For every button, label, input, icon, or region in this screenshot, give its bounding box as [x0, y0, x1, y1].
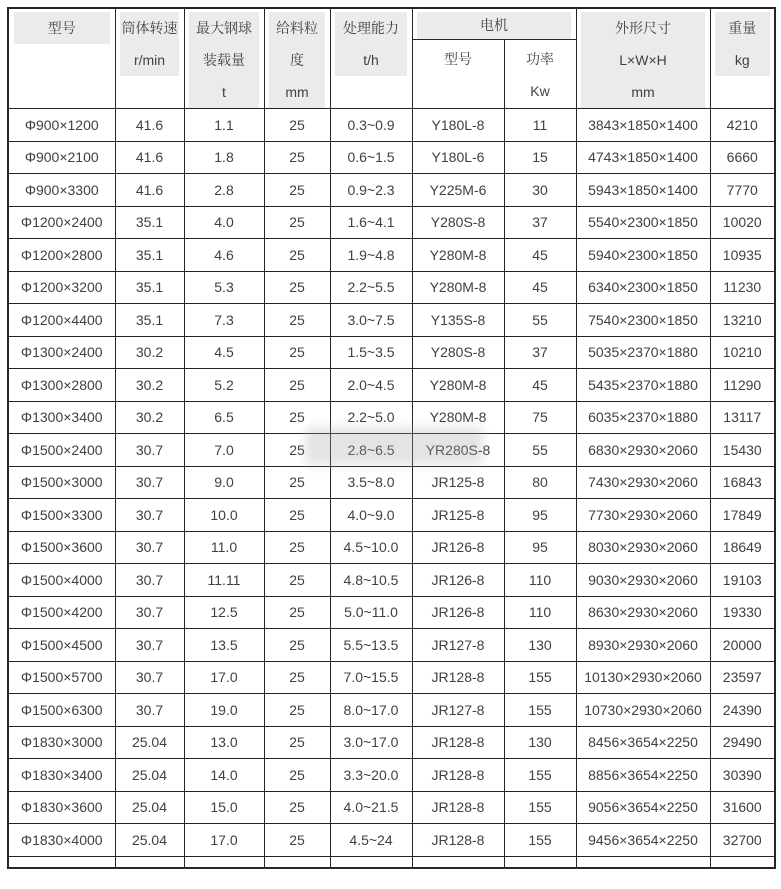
header-highlight — [335, 12, 407, 76]
table-row — [8, 759, 775, 792]
cell-dimensions: 3843×1850×1400 — [576, 109, 710, 142]
cell-dimensions: 10730×2930×2060 — [576, 694, 710, 727]
cell-weight: 18649 — [710, 531, 775, 564]
header-model-label: 型号 — [47, 20, 76, 36]
cell-ball-load: 17.0 — [184, 824, 264, 857]
header-speed-label: 筒体转速 — [121, 20, 178, 36]
table-body — [8, 109, 775, 869]
cell-capacity: 1.6~4.1 — [330, 206, 412, 239]
cell-capacity: 3.0~17.0 — [330, 726, 412, 759]
cell-motor-power: 15 — [504, 141, 576, 174]
cell-speed: 30.7 — [115, 499, 184, 532]
cell-model: Φ1500×3600 — [8, 531, 115, 564]
cell-dimensions: 8456×3654×2250 — [576, 726, 710, 759]
cell-model: Φ900×1200 — [8, 109, 115, 142]
cell-ball-load: 15.0 — [184, 791, 264, 824]
header-feed-size-label-2: 度 — [290, 52, 304, 68]
cell-motor-model: Y180L-8 — [412, 109, 504, 142]
cell-speed: 30.7 — [115, 661, 184, 694]
cell-speed: 30.2 — [115, 401, 184, 434]
header-ball-load-unit: t — [222, 84, 226, 100]
cell-weight: 13117 — [710, 401, 775, 434]
table-row — [8, 824, 775, 857]
cell-model: Φ1830×3600 — [8, 791, 115, 824]
cell-motor-model: JR125-8 — [412, 466, 504, 499]
cell-capacity: 1.9~4.8 — [330, 239, 412, 272]
cell-feed-size: 25 — [264, 791, 330, 824]
header-highlight — [715, 12, 770, 76]
cell-motor-power: 11 — [504, 109, 576, 142]
header-motor-power — [504, 40, 576, 109]
cell-motor-model: JR128-8 — [412, 759, 504, 792]
cell-capacity: 4.5~10.0 — [330, 531, 412, 564]
cell-motor-power: 155 — [504, 661, 576, 694]
cell-weight: 4210 — [710, 109, 775, 142]
cell-feed-size: 25 — [264, 466, 330, 499]
cell-speed: 35.1 — [115, 271, 184, 304]
cell-speed: 35.1 — [115, 206, 184, 239]
header-ball-load-label-2: 装载量 — [203, 52, 245, 68]
cell-feed-size: 25 — [264, 596, 330, 629]
cell-dimensions: 10130×2930×2060 — [576, 661, 710, 694]
cell-speed: 41.6 — [115, 174, 184, 207]
cell-motor-model: Y225M-6 — [412, 174, 504, 207]
cell-feed-size: 25 — [264, 726, 330, 759]
cell-capacity: 3.5~8.0 — [330, 466, 412, 499]
cell-ball-load: 5.2 — [184, 369, 264, 402]
cell-capacity: 5.0~11.0 — [330, 596, 412, 629]
cell-motor-power: 95 — [504, 531, 576, 564]
table-row — [8, 336, 775, 369]
cell-capacity: 7.0~15.5 — [330, 661, 412, 694]
cell-model: Φ1830×3400 — [8, 759, 115, 792]
cell-speed: 25.04 — [115, 824, 184, 857]
cell-model: Φ1830×4000 — [8, 824, 115, 857]
cell-capacity: 4.0~21.5 — [330, 791, 412, 824]
cell-model: Φ1500×3000 — [8, 466, 115, 499]
cell-capacity: 0.6~1.5 — [330, 141, 412, 174]
table-row — [8, 174, 775, 207]
header-motor-power-label: 功率 — [526, 51, 554, 68]
cell-motor-model: JR127-8 — [412, 694, 504, 727]
cell-ball-load: 11.0 — [184, 531, 264, 564]
cell-motor-model: JR128-8 — [412, 791, 504, 824]
cell-speed: 25.04 — [115, 726, 184, 759]
cell-ball-load: 1.1 — [184, 109, 264, 142]
cell-feed-size: 25 — [264, 564, 330, 597]
cell-motor-power: 45 — [504, 239, 576, 272]
cell-dimensions: 6035×2370×1880 — [576, 401, 710, 434]
cell-motor-model: Y135S-8 — [412, 304, 504, 337]
header-weight-unit: kg — [734, 52, 750, 68]
header-motor-power-unit: Kw — [530, 83, 550, 100]
cell-motor-model: Y280M-8 — [412, 271, 504, 304]
table-row — [8, 466, 775, 499]
header-speed — [115, 8, 184, 109]
header-feed-size-unit: mm — [285, 84, 309, 100]
cell-dimensions: 8930×2930×2060 — [576, 629, 710, 662]
cell-ball-load: 4.5 — [184, 336, 264, 369]
cell-motor-model: Y280S-8 — [412, 336, 504, 369]
cell-speed: 30.7 — [115, 629, 184, 662]
cell-motor-power: 155 — [504, 824, 576, 857]
cell-motor-power: 45 — [504, 369, 576, 402]
cell-capacity: 0.3~0.9 — [330, 109, 412, 142]
cell-speed: 30.2 — [115, 369, 184, 402]
cell-weight: 20000 — [710, 629, 775, 662]
table-row — [8, 304, 775, 337]
cell-motor-power: 30 — [504, 174, 576, 207]
cell-feed-size: 25 — [264, 694, 330, 727]
cell-capacity: 0.9~2.3 — [330, 174, 412, 207]
header-highlight — [14, 12, 111, 44]
header-dimensions-format: L×W×H — [619, 52, 667, 68]
cell-motor-model: Y180L-6 — [412, 141, 504, 174]
cell-dimensions: 5435×2370×1880 — [576, 369, 710, 402]
table-row — [8, 239, 775, 272]
cell-weight: 19330 — [710, 596, 775, 629]
cell-feed-size: 25 — [264, 336, 330, 369]
cell-dimensions: 7730×2930×2060 — [576, 499, 710, 532]
cell-ball-load: 9.0 — [184, 466, 264, 499]
header-model — [8, 8, 115, 109]
cell-motor-power: 110 — [504, 596, 576, 629]
cell-motor-model: JR126-8 — [412, 531, 504, 564]
table-row — [8, 726, 775, 759]
cell-capacity: 2.2~5.0 — [330, 401, 412, 434]
cell-speed: 25.04 — [115, 791, 184, 824]
cell-capacity: 5.5~13.5 — [330, 629, 412, 662]
cell-ball-load: 4.6 — [184, 239, 264, 272]
cell-ball-load: 4.0 — [184, 206, 264, 239]
header-motor-group-label: 电机 — [480, 17, 508, 33]
cell-weight: 11290 — [710, 369, 775, 402]
cell-weight: 7770 — [710, 174, 775, 207]
table-row — [8, 109, 775, 142]
cell-speed: 30.7 — [115, 694, 184, 727]
header-ball-load-label-1: 最大钢球 — [196, 20, 252, 36]
cell-motor-model: Y280M-8 — [412, 369, 504, 402]
cell-model: Φ1200×2400 — [8, 206, 115, 239]
header-feed-size-label-1: 给料粒 — [276, 20, 318, 36]
cell-feed-size: 25 — [264, 629, 330, 662]
partial-row-cutoff — [8, 856, 775, 868]
cell-motor-model: JR128-8 — [412, 726, 504, 759]
cell-weight: 13210 — [710, 304, 775, 337]
cell-model: Φ1300×3400 — [8, 401, 115, 434]
cell-ball-load: 1.8 — [184, 141, 264, 174]
cell-motor-power: 155 — [504, 759, 576, 792]
cell-model: Φ1200×2800 — [8, 239, 115, 272]
cell-model: Φ1500×5700 — [8, 661, 115, 694]
cell-weight: 16843 — [710, 466, 775, 499]
table-row — [8, 629, 775, 662]
cell-speed: 30.7 — [115, 564, 184, 597]
cell-speed: 41.6 — [115, 109, 184, 142]
cell-motor-power: 130 — [504, 726, 576, 759]
ball-mill-spec-table — [7, 7, 776, 869]
header-highlight — [120, 12, 179, 76]
header-motor-group — [412, 8, 576, 40]
table-row — [8, 271, 775, 304]
cell-weight: 19103 — [710, 564, 775, 597]
cell-dimensions: 5035×2370×1880 — [576, 336, 710, 369]
cell-weight: 29490 — [710, 726, 775, 759]
cell-capacity: 4.5~24 — [330, 824, 412, 857]
cell-motor-model: JR128-8 — [412, 824, 504, 857]
cell-model: Φ1500×6300 — [8, 694, 115, 727]
cell-weight: 17849 — [710, 499, 775, 532]
cell-model: Φ900×2100 — [8, 141, 115, 174]
cell-speed: 35.1 — [115, 304, 184, 337]
cell-feed-size: 25 — [264, 141, 330, 174]
cell-motor-model: JR126-8 — [412, 596, 504, 629]
cell-ball-load: 5.3 — [184, 271, 264, 304]
cell-motor-power: 95 — [504, 499, 576, 532]
header-highlight — [189, 12, 259, 108]
cell-motor-power: 37 — [504, 206, 576, 239]
cell-ball-load: 13.5 — [184, 629, 264, 662]
cell-dimensions: 7540×2300×1850 — [576, 304, 710, 337]
cell-speed: 25.04 — [115, 759, 184, 792]
cell-ball-load: 17.0 — [184, 661, 264, 694]
cell-capacity: 8.0~17.0 — [330, 694, 412, 727]
cell-motor-power: 155 — [504, 791, 576, 824]
cell-dimensions: 8630×2930×2060 — [576, 596, 710, 629]
cell-motor-power: 155 — [504, 694, 576, 727]
cell-speed: 30.7 — [115, 596, 184, 629]
cell-capacity: 3.0~7.5 — [330, 304, 412, 337]
header-capacity-unit: t/h — [363, 52, 379, 68]
cell-motor-model: JR125-8 — [412, 499, 504, 532]
cell-motor-model: JR127-8 — [412, 629, 504, 662]
cell-weight: 6660 — [710, 141, 775, 174]
cell-speed: 35.1 — [115, 239, 184, 272]
cell-model: Φ1200×3200 — [8, 271, 115, 304]
cell-speed: 30.7 — [115, 434, 184, 467]
cell-motor-power: 75 — [504, 401, 576, 434]
cell-weight: 23597 — [710, 661, 775, 694]
cell-feed-size: 25 — [264, 304, 330, 337]
cell-feed-size: 25 — [264, 759, 330, 792]
cell-model: Φ1500×2400 — [8, 434, 115, 467]
cell-dimensions: 8030×2930×2060 — [576, 531, 710, 564]
header-feed-size — [264, 8, 330, 109]
cell-ball-load: 13.0 — [184, 726, 264, 759]
header-ball-load — [184, 8, 264, 109]
table-row — [8, 564, 775, 597]
header-motor-model-sub — [413, 43, 504, 75]
cell-dimensions: 8856×3654×2250 — [576, 759, 710, 792]
cell-motor-power: 45 — [504, 271, 576, 304]
header-highlight — [581, 12, 705, 108]
cell-speed: 30.7 — [115, 531, 184, 564]
cell-ball-load: 11.11 — [184, 564, 264, 597]
cell-feed-size: 25 — [264, 109, 330, 142]
table-row — [8, 791, 775, 824]
table-row — [8, 369, 775, 402]
cell-model: Φ900×3300 — [8, 174, 115, 207]
cell-ball-load: 10.0 — [184, 499, 264, 532]
cell-model: Φ1500×4200 — [8, 596, 115, 629]
cell-feed-size: 25 — [264, 499, 330, 532]
cell-ball-load: 2.8 — [184, 174, 264, 207]
cell-feed-size: 25 — [264, 369, 330, 402]
header-dimensions — [576, 8, 710, 109]
cell-feed-size: 25 — [264, 824, 330, 857]
cell-dimensions: 5943×1850×1400 — [576, 174, 710, 207]
cell-feed-size: 25 — [264, 239, 330, 272]
header-capacity-label: 处理能力 — [343, 20, 399, 36]
cell-speed: 30.2 — [115, 336, 184, 369]
cell-dimensions: 5540×2300×1850 — [576, 206, 710, 239]
cell-dimensions: 9456×3654×2250 — [576, 824, 710, 857]
cell-dimensions: 7430×2930×2060 — [576, 466, 710, 499]
table-row — [8, 206, 775, 239]
table-row — [8, 531, 775, 564]
cell-weight: 10935 — [710, 239, 775, 272]
table-row — [8, 596, 775, 629]
cell-weight: 10210 — [710, 336, 775, 369]
cell-ball-load: 6.5 — [184, 401, 264, 434]
cell-capacity: 2.2~5.5 — [330, 271, 412, 304]
cell-motor-model: JR128-8 — [412, 661, 504, 694]
header-weight-label: 重量 — [728, 20, 757, 36]
header-weight — [710, 8, 775, 109]
cell-motor-power: 130 — [504, 629, 576, 662]
header-highlight — [269, 12, 325, 108]
cell-model: Φ1500×4000 — [8, 564, 115, 597]
cell-weight: 30390 — [710, 759, 775, 792]
header-motor-model-label: 型号 — [444, 51, 472, 68]
cell-model: Φ1500×3300 — [8, 499, 115, 532]
cell-weight: 24390 — [710, 694, 775, 727]
header-highlight — [417, 12, 571, 39]
table-header — [8, 8, 775, 109]
cell-dimensions: 6340×2300×1850 — [576, 271, 710, 304]
cell-ball-load: 7.3 — [184, 304, 264, 337]
cell-ball-load: 14.0 — [184, 759, 264, 792]
cell-motor-power: 110 — [504, 564, 576, 597]
cell-motor-power: 55 — [504, 304, 576, 337]
cell-motor-model: JR126-8 — [412, 564, 504, 597]
cell-weight: 11230 — [710, 271, 775, 304]
cell-speed: 41.6 — [115, 141, 184, 174]
cell-motor-power: 37 — [504, 336, 576, 369]
cell-model: Φ1830×3000 — [8, 726, 115, 759]
cell-capacity: 4.0~9.0 — [330, 499, 412, 532]
header-dimensions-unit: mm — [631, 84, 655, 100]
cell-dimensions: 4743×1850×1400 — [576, 141, 710, 174]
cell-weight: 32700 — [710, 824, 775, 857]
cell-ball-load: 19.0 — [184, 694, 264, 727]
cell-feed-size: 25 — [264, 271, 330, 304]
cell-capacity: 2.0~4.5 — [330, 369, 412, 402]
cell-motor-model: Y280M-8 — [412, 239, 504, 272]
cell-motor-model: Y280M-8 — [412, 401, 504, 434]
cell-model: Φ1300×2400 — [8, 336, 115, 369]
cell-motor-model: YR280S-8 — [412, 434, 504, 467]
cell-motor-power: 55 — [504, 434, 576, 467]
cell-ball-load: 7.0 — [184, 434, 264, 467]
table-row — [8, 141, 775, 174]
cell-dimensions: 6830×2930×2060 — [576, 434, 710, 467]
cell-feed-size: 25 — [264, 206, 330, 239]
table-row — [8, 434, 775, 467]
cell-feed-size: 25 — [264, 401, 330, 434]
cell-capacity: 1.5~3.5 — [330, 336, 412, 369]
cell-feed-size: 25 — [264, 661, 330, 694]
cell-motor-power: 80 — [504, 466, 576, 499]
cell-dimensions: 9056×3654×2250 — [576, 791, 710, 824]
cell-dimensions: 5940×2300×1850 — [576, 239, 710, 272]
table-row — [8, 661, 775, 694]
cell-motor-model: Y280S-8 — [412, 206, 504, 239]
header-dimensions-label: 外形尺寸 — [615, 20, 671, 36]
cell-ball-load: 12.5 — [184, 596, 264, 629]
cell-capacity: 3.3~20.0 — [330, 759, 412, 792]
cell-weight: 10020 — [710, 206, 775, 239]
cell-weight: 15430 — [710, 434, 775, 467]
header-motor-model — [412, 40, 504, 109]
cell-speed: 30.7 — [115, 466, 184, 499]
header-motor-power-sub — [505, 43, 576, 107]
cell-capacity: 4.8~10.5 — [330, 564, 412, 597]
header-capacity — [330, 8, 412, 109]
header-speed-unit: r/min — [133, 52, 166, 68]
cell-feed-size: 25 — [264, 531, 330, 564]
cell-feed-size: 25 — [264, 434, 330, 467]
table-row — [8, 499, 775, 532]
table-row — [8, 694, 775, 727]
cell-model: Φ1300×2800 — [8, 369, 115, 402]
cell-model: Φ1200×4400 — [8, 304, 115, 337]
cell-model: Φ1500×4500 — [8, 629, 115, 662]
cell-dimensions: 9030×2930×2060 — [576, 564, 710, 597]
cell-feed-size: 25 — [264, 174, 330, 207]
table-row — [8, 401, 775, 434]
cell-capacity: 2.8~6.5 — [330, 434, 412, 467]
cell-weight: 31600 — [710, 791, 775, 824]
